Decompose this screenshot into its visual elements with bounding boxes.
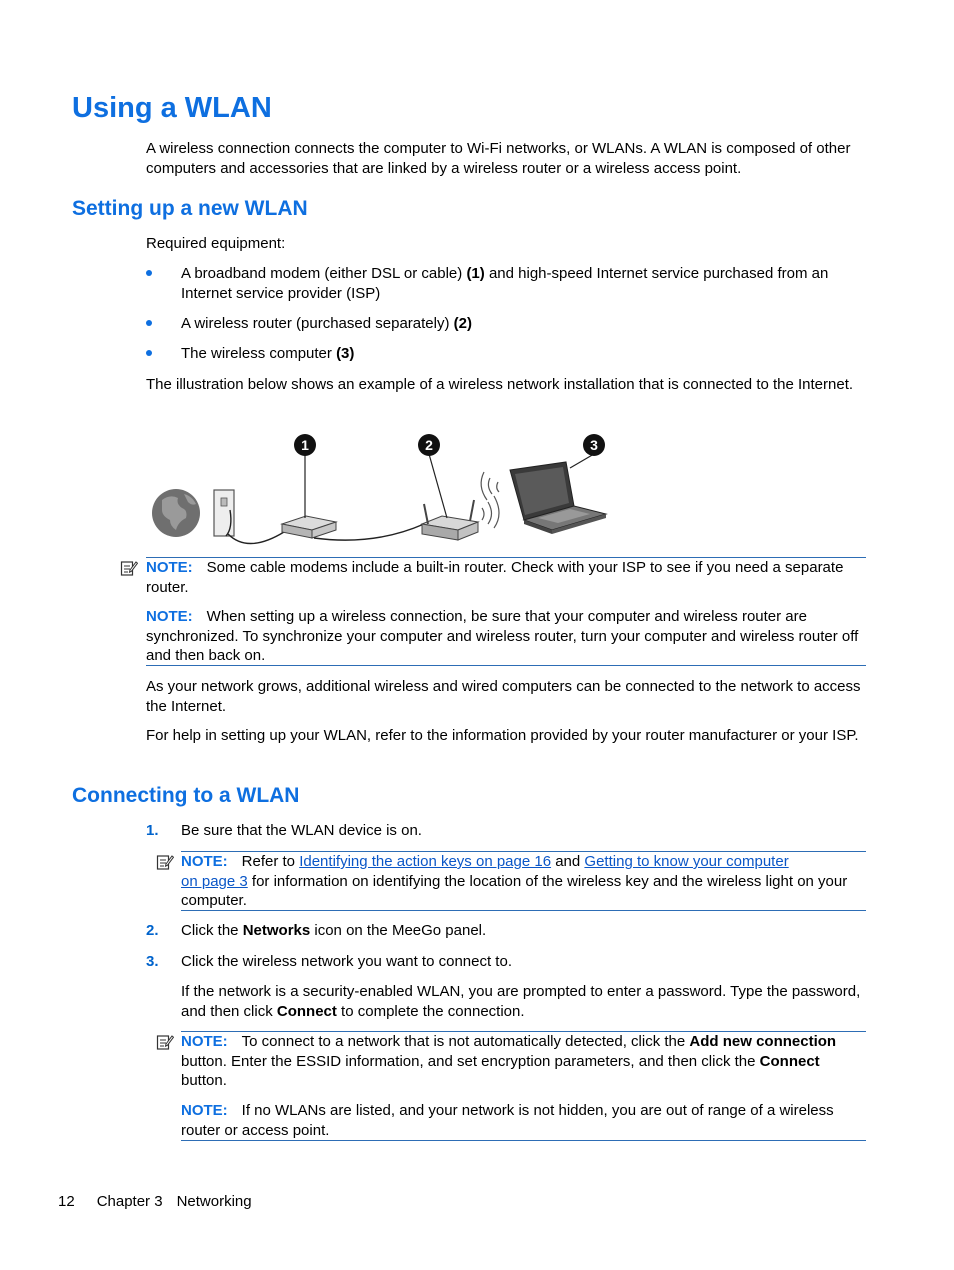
note-text: for information on identifying the location of the wireless key and the wireless light on your computer.	[181, 872, 848, 909]
note-text: To connect to a network that is not automatically detected, click the	[241, 1033, 690, 1050]
list-item-text: A wireless router (purchased separately)	[181, 315, 454, 332]
ui-term: Networks	[242, 922, 311, 939]
ui-term: Connect	[276, 1002, 337, 1020]
note-label: NOTE:	[181, 853, 228, 870]
help-paragraph: For help in setting up your WLAN, refer to the information provided by your router manufacturer or your ISP.	[146, 727, 859, 744]
wifi-signal-icon	[481, 472, 499, 500]
required-equipment-label: Required equipment:	[146, 235, 286, 252]
note-text: button.	[181, 1072, 227, 1089]
page-number: 12	[58, 1193, 75, 1210]
wall-jack-icon	[214, 490, 234, 536]
bullet-icon	[146, 270, 152, 276]
note-2	[146, 607, 866, 666]
laptop-icon	[510, 462, 606, 534]
callout-label: 2	[425, 437, 433, 453]
step-1-text: Be sure that the WLAN device is on.	[181, 822, 422, 839]
step-2-text	[181, 921, 871, 941]
link-getting-to-know-page[interactable]: on page 3	[181, 872, 248, 890]
note-icon	[120, 559, 138, 577]
step-3-text: Click the wireless network you want to connect to.	[181, 953, 512, 970]
bullet-icon	[146, 350, 152, 356]
note-text: button. Enter the ESSID information, and set encryption parameters, and then click the	[181, 1052, 760, 1070]
globe-icon	[152, 489, 200, 537]
note-1	[146, 558, 866, 597]
list-item	[181, 264, 871, 303]
note-bottom-rule	[181, 1140, 866, 1141]
list-item-text: A broadband modem (either DSL or cable)	[181, 265, 467, 282]
page-footer	[58, 1192, 252, 1212]
link-getting-to-know[interactable]: Getting to know your computer	[584, 853, 789, 870]
ui-term: Add new connection	[689, 1033, 837, 1050]
step-text: Click the	[181, 922, 243, 939]
note-label: NOTE:	[146, 559, 193, 576]
step-text: to complete the connection.	[336, 1002, 525, 1020]
footer-chapter: Chapter 3	[96, 1193, 163, 1210]
illustration-intro: The illustration below shows an example of a wireless network installation that is connected to the Internet.	[146, 376, 854, 393]
note-label: NOTE:	[181, 1033, 228, 1050]
step-number: 1.	[146, 822, 159, 839]
note-icon	[156, 853, 174, 871]
step-text: If the network is a security-enabled WLAN, you are prompted to enter a password. Type the password, and then click	[181, 983, 861, 1020]
section-heading-connect: Connecting to a WLAN	[72, 784, 300, 807]
router-icon	[422, 496, 499, 540]
note-5	[181, 1101, 866, 1140]
list-item	[181, 344, 871, 364]
note-text: Refer to	[241, 853, 300, 870]
callout-label: 1	[301, 437, 309, 453]
list-item	[181, 314, 871, 334]
list-item-text: The wireless computer	[181, 345, 337, 362]
note-bottom-rule	[146, 665, 866, 666]
callout-label: 3	[590, 437, 598, 453]
list-item-callout: (1)	[466, 265, 485, 282]
note-bottom-rule	[181, 910, 866, 911]
modem-icon	[282, 516, 336, 538]
step-3-paragraph	[181, 982, 866, 1021]
step-text: icon on the MeeGo panel.	[310, 922, 487, 939]
ui-term: Connect	[759, 1052, 820, 1070]
note-label: NOTE:	[146, 608, 193, 625]
section-heading-setup: Setting up a new WLAN	[72, 197, 308, 220]
note-4	[181, 1032, 866, 1091]
note-3	[181, 852, 866, 911]
bullet-icon	[146, 320, 152, 326]
list-item-callout: (2)	[453, 315, 472, 332]
list-item-callout: (3)	[336, 345, 355, 362]
note-icon	[156, 1033, 174, 1051]
note-text: Some cable modems include a built-in router. Check with your ISP to see if you need a separate router.	[146, 559, 844, 596]
list-item-text: and high-speed Internet service purchased from an Internet service provider (ISP)	[181, 265, 829, 302]
note-text: and	[551, 853, 585, 870]
note-text: If no WLANs are listed, and your network is not hidden, you are out of range of a wireless router or access point.	[181, 1102, 834, 1139]
footer-section: Networking	[176, 1193, 252, 1210]
note-text: When setting up a wireless connection, be sure that your computer and wireless router are synchronized. To synchronize your computer and wireless router, turn your computer and wireless router off and then back on.	[146, 608, 859, 664]
page-title: Using a WLAN	[72, 92, 272, 124]
step-number: 2.	[146, 922, 159, 939]
intro-paragraph: A wireless connection connects the computer to Wi-Fi networks, or WLANs. A WLAN is composed of other computers and accessories that are linked by a wireless router or a wireless access point.	[146, 140, 851, 177]
wireless-network-illustration	[140, 428, 620, 552]
network-grows-paragraph: As your network grows, additional wireless and wired computers can be connected to the network to access the Internet.	[146, 678, 861, 715]
note-label: NOTE:	[181, 1102, 228, 1119]
step-number: 3.	[146, 953, 159, 970]
link-action-keys[interactable]: Identifying the action keys on page 16	[299, 853, 552, 870]
